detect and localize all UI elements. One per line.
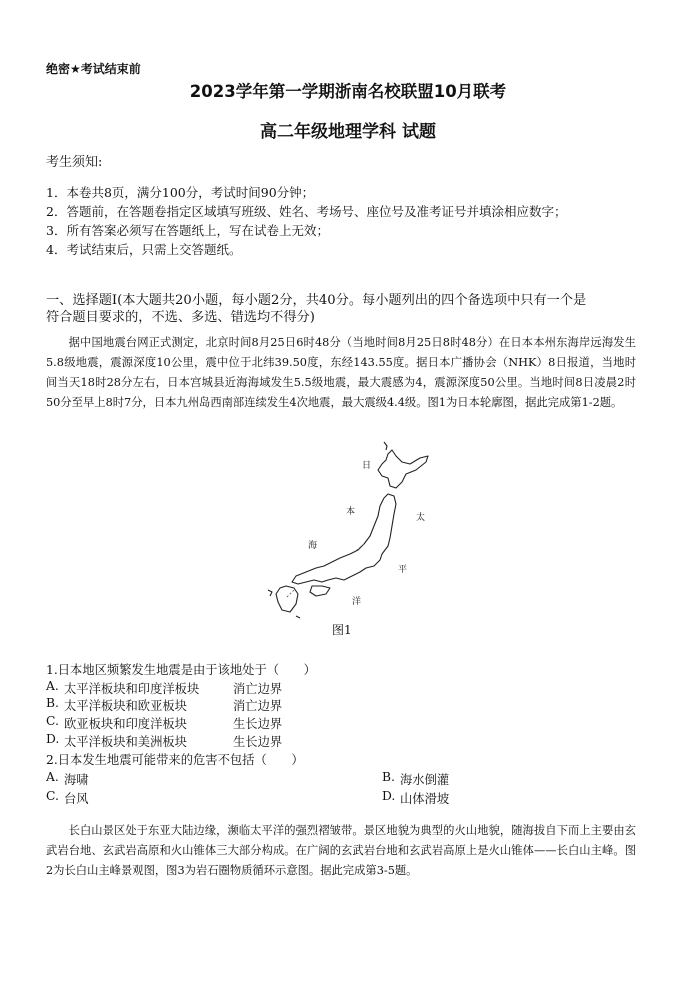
q1-option-boundary: 生长边界 <box>233 735 283 749</box>
q2-option-text: 海水倒灌 <box>400 773 450 787</box>
q1-option-text: 太平洋板块和欧亚板块 <box>64 699 187 713</box>
exam-title: 2023学年第一学期浙南名校联盟10月联考 <box>189 82 507 101</box>
notice-item: 3．所有答案必须写在答题纸上，写在试卷上无效； <box>46 223 329 238</box>
section-instructions: 一、选择题Ⅰ(本大题共20小题，每小题2分，共40分。每小题列出的四个备选项中只有一个是 <box>46 293 587 308</box>
q2-option-letter: D. <box>382 789 396 803</box>
q2-option-letter: A. <box>46 770 59 784</box>
q2-option-text: 台风 <box>64 792 89 806</box>
q1-option-letter: C. <box>46 714 59 728</box>
question-1-stem: 1.日本地区频繁发生地震是由于该地处于（ ） <box>46 663 316 677</box>
map-label-ri: 日 <box>362 461 372 471</box>
exam-subtitle: 高二年级地理学科 试题 <box>260 122 436 142</box>
map-label-hai: 海 <box>308 541 318 551</box>
q2-option-text: 海啸 <box>64 773 89 787</box>
notice-item: 2．答题前，在答题卷指定区域填写班级、姓名、考场号、座位号及准考证号并填涂相应数字； <box>46 204 567 219</box>
confidential-mark: 绝密★考试结束前 <box>46 62 141 76</box>
q1-option-text: 太平洋板块和美洲板块 <box>64 735 187 749</box>
q2-option-text: 山体滑坡 <box>400 792 450 806</box>
question-2-stem: 2.日本发生地震可能带来的危害不包括（ ） <box>46 753 304 767</box>
map-label-yang: 洋 <box>352 597 362 607</box>
notice-heading: 考生须知: <box>46 155 103 170</box>
japan-outline-map <box>256 440 456 620</box>
figure-caption: 图1 <box>332 623 352 637</box>
map-label-ben: 本 <box>346 507 356 517</box>
map-label-tai: 太 <box>416 513 426 523</box>
q1-option-letter: D. <box>46 732 60 746</box>
q2-option-letter: B. <box>382 770 395 784</box>
passage-earthquake: 据中国地震台网正式测定，北京时间8月25日6时48分（当地时间8月25日8时48分）在日本本州东海岸远海发生5.8级地震，震源深度10公里，震中位于北纬39.50度，东经143.55度。据日本广播协会（NHK）8日报道，当地时间当天18时28分左右，日本宫城县近海海域发生5.5级地震，最大震感为4，震源深度50公里。当地时间8日凌晨2时50分至早上8时7分，日本九州岛西南部连续发生4次地震，最大震级4.4级。图1为日本轮廓图，据此完成第1-2题。 <box>46 336 636 409</box>
q1-option-letter: B. <box>46 696 59 710</box>
q1-option-boundary: 消亡边界 <box>233 682 283 696</box>
q2-option-letter: C. <box>46 789 59 803</box>
q1-option-boundary: 生长边界 <box>233 717 283 731</box>
q1-option-boundary: 消亡边界 <box>233 699 283 713</box>
section-instructions-cont: 符合题目要求的，不选、多选、错选均不得分) <box>46 310 315 325</box>
passage-changbaishan: 长白山景区处于东亚大陆边缘，濒临太平洋的强烈褶皱带。景区地貌为典型的火山地貌，随海拔自下而上主要由玄武岩台地、玄武岩高原和火山锥体三大部分构成。在广阔的玄武岩台地和玄武岩高原上是火山锥体——长白山主峰。图2为长白山主峰景观图，图3为岩石圈物质循环示意图。据此完成第3-5题。 <box>46 824 636 877</box>
notice-item: 4．考试结束后，只需上交答题纸。 <box>46 242 242 257</box>
notice-item: 1．本卷共8页，满分100分，考试时间90分钟； <box>46 185 315 200</box>
map-label-ping: 平 <box>398 565 408 575</box>
q1-option-text: 欧亚板块和印度洋板块 <box>64 717 187 731</box>
q1-option-letter: A. <box>46 679 59 693</box>
q1-option-text: 太平洋板块和印度洋板块 <box>64 682 200 696</box>
